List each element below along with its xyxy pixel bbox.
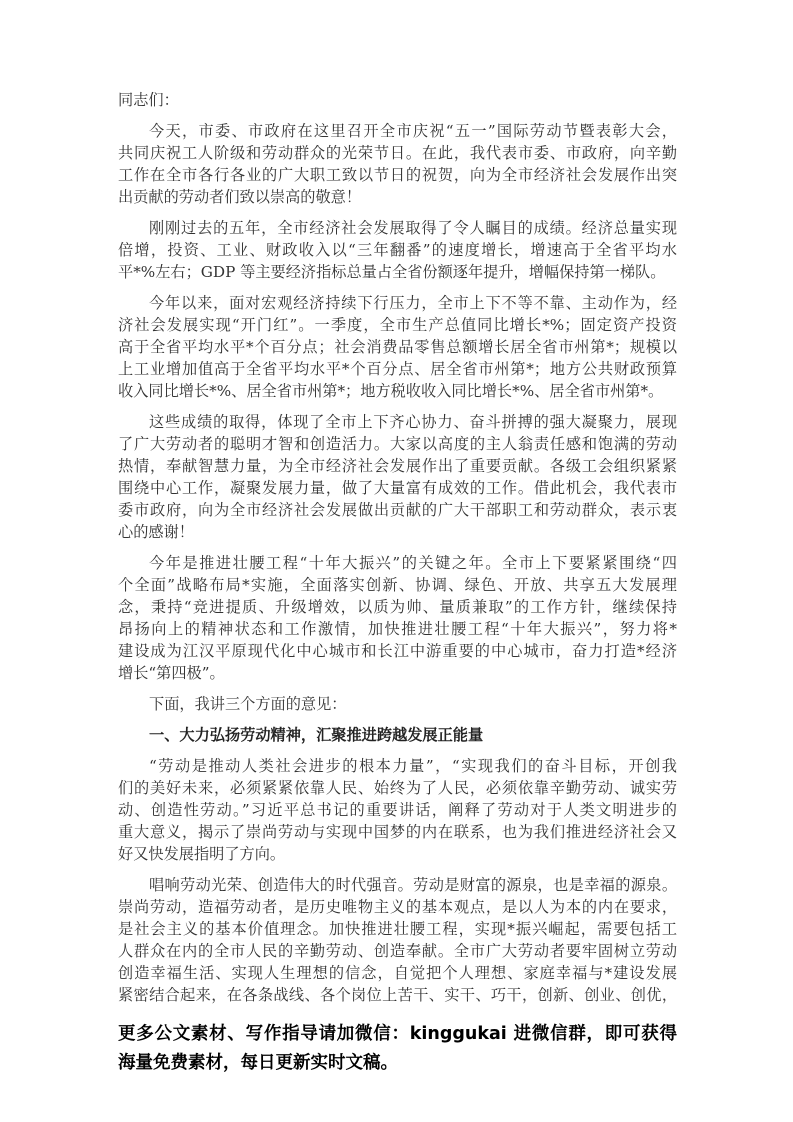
paragraph: [118, 693, 677, 715]
text-line: 今天，市委、市政府在这里召开全市庆祝“五一”国际劳动节暨表彰大会，: [149, 122, 677, 140]
text-line: 念，秉持“竞进提质、升级增效，以质为帅、量质兼取”的工作方针，继续保持: [118, 598, 677, 616]
paragraph: [118, 217, 677, 283]
text-line: 创造幸福生活、实现人生理想的信念，自觉把个人理想、家庭幸福与*建设发展: [118, 964, 677, 982]
text-line: 共同庆祝工人阶级和劳动群众的光荣节日。在此，我代表市委、市政府，向辛勤: [118, 144, 677, 162]
text-line: 今年是推进壮腰工程“十年大振兴”的关键之年。全市上下要紧紧围绕“四: [149, 554, 677, 572]
text-line: 紧密结合起来，在各条战线、各个岗位上苦干、实干、巧干，创新、创业、创优，: [118, 986, 677, 1004]
text-line: 出贡献的劳动者们致以崇高的敬意！: [118, 188, 361, 206]
paragraph: [118, 874, 677, 1006]
promo-footer: [118, 1020, 677, 1078]
text-line: 人群众在内的全市人民的辛勤劳动、创造奉献。全市广大劳动者要牢固树立劳动: [118, 942, 677, 960]
text-line: 今年以来，面对宏观经济持续下行压力，全市上下不等不靠、主动作为，经: [149, 294, 677, 312]
text-line: 增长“第四极”。: [118, 664, 225, 682]
document-body: [118, 89, 677, 1006]
text-line: 昂扬向上的精神状态和工作激情，加快推进壮腰工程“十年大振兴”，努力将*: [118, 620, 677, 638]
paragraph: [118, 89, 677, 111]
section-heading: [118, 724, 677, 746]
text-line: 们的美好未来，必须紧紧依靠人民、始终为了人民，必须依靠辛勤劳动、诚实劳: [118, 779, 677, 797]
text-line: 平*%左右；GDP 等主要经济指标总量占全省份额逐年提升，增幅保持第一梯队。: [118, 263, 666, 281]
text-line: 唱响劳动光荣、创造伟大的时代强音。劳动是财富的源泉，也是幸福的源泉。: [149, 876, 677, 894]
text-line: 了广大劳动者的聪明才智和创造活力。大家以高度的主人翁责任感和饱满的劳动: [118, 435, 677, 453]
text-line: 一、大力弘扬劳动精神，汇聚推进跨越发展正能量: [149, 726, 484, 744]
paragraph: [118, 552, 677, 684]
text-line: 是社会主义的基本价值理念。加快推进壮腰工程，实现*振兴崛起，需要包括工: [118, 920, 677, 938]
text-line: 这些成绩的取得，体现了全市上下齐心协力、奋斗拼搏的强大凝聚力，展现: [149, 413, 677, 431]
text-line: 重大意义，揭示了崇尚劳动与实现中国梦的内在联系，也为我们推进经济社会又: [118, 823, 677, 841]
text-line: 心的感谢！: [118, 523, 194, 541]
text-line: 好又快发展指明了方向。: [118, 845, 286, 863]
text-line: 动、创造性劳动。”习近平总书记的重要讲话，阐释了劳动对于人类文明进步的: [118, 801, 677, 819]
paragraph: [118, 755, 677, 865]
text-line: 围绕中心工作，凝聚发展力量，做了大量富有成效的工作。借此机会，我代表市: [118, 479, 677, 497]
text-line: 刚刚过去的五年，全市经济社会发展取得了令人瞩目的成绩。经济总量实现: [149, 219, 677, 237]
paragraph: [118, 411, 677, 543]
text-line: 收入同比增长*%、居全省市州第*；地方税收收入同比增长*%、居全省市州第*。: [118, 382, 664, 400]
text-line: 上工业增加值高于全省平均水平*个百分点、居全省市州第*；地方公共财政预算: [118, 360, 677, 378]
promo-line: 海量免费素材，每日更新实时文稿。: [118, 1053, 398, 1073]
paragraph: [118, 120, 677, 208]
text-line: 热情，奉献智慧力量，为全市经济社会发展作出了重要贡献。各级工会组织紧紧: [118, 457, 677, 475]
text-line: 高于全省平均水平*个百分点；社会消费品零售总额增长居全省市州第*；规模以: [118, 338, 677, 356]
text-line: 同志们：: [118, 91, 179, 109]
text-line: 委市政府，向为全市经济社会发展做出贡献的广大干部职工和劳动群众，表示衷: [118, 501, 677, 519]
promo-line: 更多公文素材、写作指导请加微信：kinggukai 进微信群，即可获得: [118, 1024, 677, 1044]
text-line: 下面，我讲三个方面的意见：: [149, 695, 347, 713]
text-line: “劳动是推动人类社会进步的根本力量”，“实现我们的奋斗目标，开创我: [149, 757, 677, 775]
text-line: 工作在全市各行各业的广大职工致以节日的祝贺，向为全市经济社会发展作出突: [118, 166, 677, 184]
text-line: 倍增，投资、工业、财政收入以“三年翻番”的速度增长，增速高于全省平均水: [118, 241, 677, 259]
paragraph: [118, 292, 677, 402]
text-line: 建设成为江汉平原现代化中心城市和长江中游重要的中心城市，奋力打造*经济: [118, 642, 677, 660]
text-line: 崇尚劳动，造福劳动者，是历史唯物主义的基本观点，是以人为本的内在要求，: [118, 898, 677, 916]
text-line: 济社会发展实现“开门红”。一季度，全市生产总值同比增长*%；固定资产投资: [118, 316, 677, 334]
page-content: [118, 89, 677, 1078]
text-line: 个全面”战略布局*实施，全面落实创新、协调、绿色、开放、共享五大发展理: [118, 576, 677, 594]
